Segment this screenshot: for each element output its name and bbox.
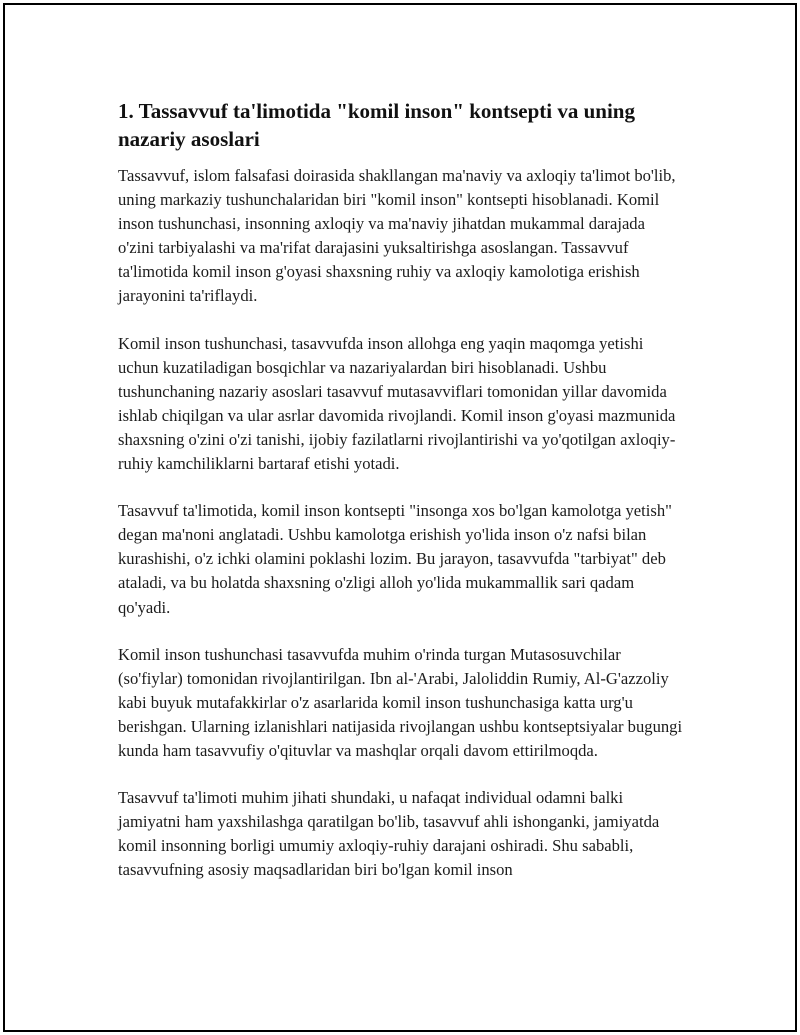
page-frame: [3, 3, 797, 1032]
section-heading: 1. Tassavvuf ta'limotida "komil inson" kontsepti va uning nazariy asoslari: [118, 99, 635, 151]
paragraph-5: Tasavvuf ta'limoti muhim jihati shundaki, u nafaqat individual odamni balki jamiyatni ham yaxshilashga qaratilgan bo'lib, tasavvuf ahli ishonganki, jamiyatda komil insonning borligi umumiy axloqiy-ruhiy darajani oshiradi. Shu sababli, tasavvufning asosiy maqsadlaridan biri bo'lgan komil inson: [118, 788, 660, 880]
paragraph-4: Komil inson tushunchasi tasavvufda muhim o'rinda turgan Mutasosuvchilar (so'fiylar) tomonidan rivojlantirilgan. Ibn al-'Arabi, Jaloliddin Rumiy, Al-G'azzoliy kabi buyuk mutafakkirlar o'z asarlarida komil inson tushunchasiga katta urg'u berishgan. Ularning izlanishlari natijasida rivojlangan ushbu kontseptsiyalar bugungi kunda ham tasavvufiy o'qituvlar va mashqlar orqali davom ettirilmoqda.: [118, 644, 683, 760]
document-body: [118, 97, 684, 905]
paragraph-2: Komil inson tushunchasi, tasavvufda inson allohga eng yaqin maqomga yetishi uchun kuzatiladigan bosqichlar va nazariyalardan biri hisoblanadi. Ushbu tushunchaning nazariy asoslari tasavvuf mutasavviflari tomonidan yillar davomida ishlab chiqilgan va ular asrlar davomida rivojlandi. Komil inson g'oyasi mazmunida shaxsning o'zini o'zi tanishi, ijobiy fazilatlarni rivojlantirishi va yo'qotilgan axloqiy-ruhiy kamchiliklarni bartaraf etishi yotadi.: [118, 333, 676, 474]
paragraph-3: Tasavvuf ta'limotida, komil inson kontsepti "insonga xos bo'lgan kamolotga yetish" degan ma'noni anglatadi. Ushbu kamolotga erishish yo'lida inson o'z nafsi bilan kurashishi, o'z ichki olamini poklashi lozim. Bu jarayon, tasavvufda "tarbiyat" deb ataladi, va bu holatda shaxsning o'zligi alloh yo'lida mukammallik sari qadam qo'yadi.: [118, 501, 672, 617]
paragraph-1: Tassavvuf, islom falsafasi doirasida shakllangan ma'naviy va axloqiy ta'limot bo'lib, uning markaziy tushunchalaridan biri "komil inson" kontsepti hisoblanadi. Komil inson tushunchasi, insonning axloqiy va ma'naviy jihatdan mukammal darajada o'zini tarbiyalashi va ma'rifat darajasini yuksaltirishga asoslangan. Tassavvuf ta'limotida komil inson g'oyasi shaxsning ruhiy va axloqiy kamolotiga erishish jarayonini ta'riflaydi.: [118, 166, 676, 306]
